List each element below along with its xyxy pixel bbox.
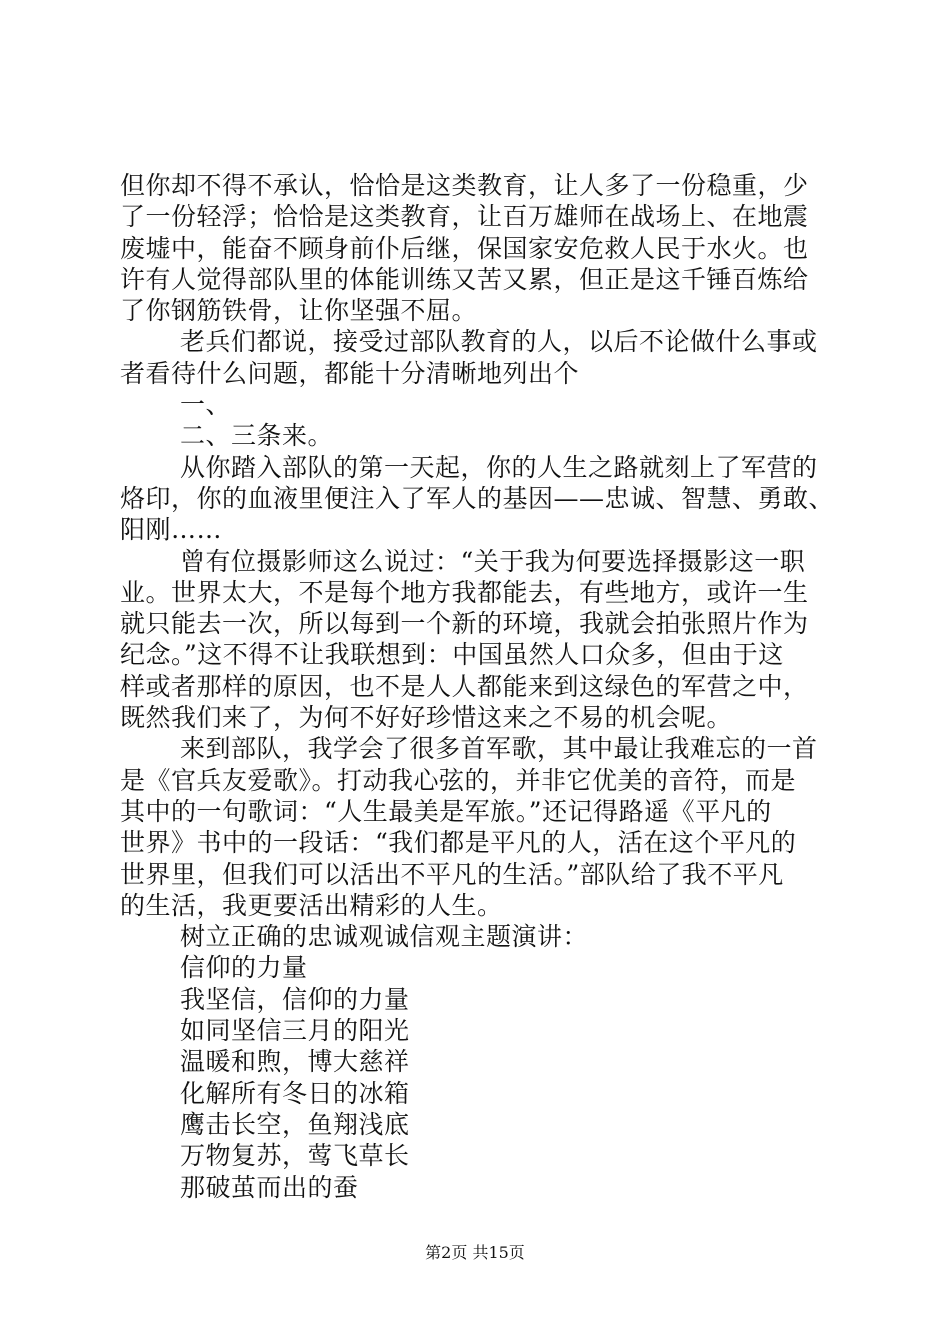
text-line: 那破茧而出的蚕 bbox=[180, 1172, 359, 1202]
text-line: 纪念。”这不得不让我联想到：中国虽然人口众多，但由于这 bbox=[120, 640, 784, 670]
text-line: 阳刚…… bbox=[120, 515, 223, 545]
text-line: 如同坚信三月的阳光 bbox=[180, 1016, 410, 1046]
text-line: 烙印，你的血液里便注入了军人的基因——忠诚、智慧、勇敢、 bbox=[120, 483, 835, 513]
text-line: 万物复苏，莺飞草长 bbox=[180, 1141, 410, 1171]
text-line: 既然我们来了，为何不好好珍惜这来之不易的机会呢。 bbox=[120, 703, 733, 733]
text-line: 信仰的力量 bbox=[180, 953, 308, 983]
text-line: 许有人觉得部队里的体能训练又苦又累，但正是这千锤百炼给 bbox=[120, 264, 809, 294]
text-line: 业。世界太大，不是每个地方我都能去，有些地方，或许一生 bbox=[120, 577, 809, 607]
text-line: 二、三条来。 bbox=[180, 421, 334, 451]
text-line: 来到部队，我学会了很多首军歌，其中最让我难忘的一首 bbox=[180, 734, 818, 764]
text-line: 老兵们都说，接受过部队教育的人，以后不论做什么事或 bbox=[180, 327, 818, 357]
text-line: 我坚信，信仰的力量 bbox=[180, 984, 410, 1014]
text-line: 世界》书中的一段话：“我们都是平凡的人，活在这个平凡的 bbox=[120, 828, 797, 858]
text-line: 树立正确的忠诚观诚信观主题演讲： bbox=[180, 922, 589, 952]
text-line: 的生活，我更要活出精彩的人生。 bbox=[120, 890, 503, 920]
document-body bbox=[120, 170, 840, 1203]
text-line: 世界里，但我们可以活出不平凡的生活。”部队给了我不平凡 bbox=[120, 859, 784, 889]
text-line: 化解所有冬日的冰箱 bbox=[180, 1078, 410, 1108]
text-line: 其中的一句歌词：“人生最美是军旅。”还记得路遥《平凡的 bbox=[120, 796, 772, 826]
text-line: 是《官兵友爱歌》。打动我心弦的，并非它优美的音符，而是 bbox=[120, 765, 797, 795]
text-line: 者看待什么问题，都能十分清晰地列出个 bbox=[120, 358, 580, 388]
text-line: 温暖和煦，博大慈祥 bbox=[180, 1047, 410, 1077]
text-line: 样或者那样的原因，也不是人人都能来到这绿色的军营之中， bbox=[120, 671, 809, 701]
page-footer: 第2页 共15页 bbox=[425, 1243, 525, 1262]
text-line: 一、 bbox=[180, 390, 232, 420]
text-line: 了你钢筋铁骨，让你坚强不屈。 bbox=[120, 296, 478, 326]
text-line: 但你却不得不承认，恰恰是这类教育，让人多了一份稳重，少 bbox=[120, 171, 809, 200]
text-line: 曾有位摄影师这么说过：“关于我为何要选择摄影这一职 bbox=[180, 546, 806, 576]
text-line: 了一份轻浮；恰恰是这类教育，让百万雄师在战场上、在地震 bbox=[120, 202, 809, 232]
text-line: 废墟中，能奋不顾身前仆后继，保国家安危救人民于水火。也 bbox=[120, 233, 809, 263]
text-line: 就只能去一次，所以每到一个新的环境，我就会拍张照片作为 bbox=[120, 609, 809, 639]
text-line: 鹰击长空，鱼翔浅底 bbox=[180, 1109, 410, 1139]
text-line: 从你踏入部队的第一天起，你的人生之路就刻上了军营的 bbox=[180, 452, 818, 482]
